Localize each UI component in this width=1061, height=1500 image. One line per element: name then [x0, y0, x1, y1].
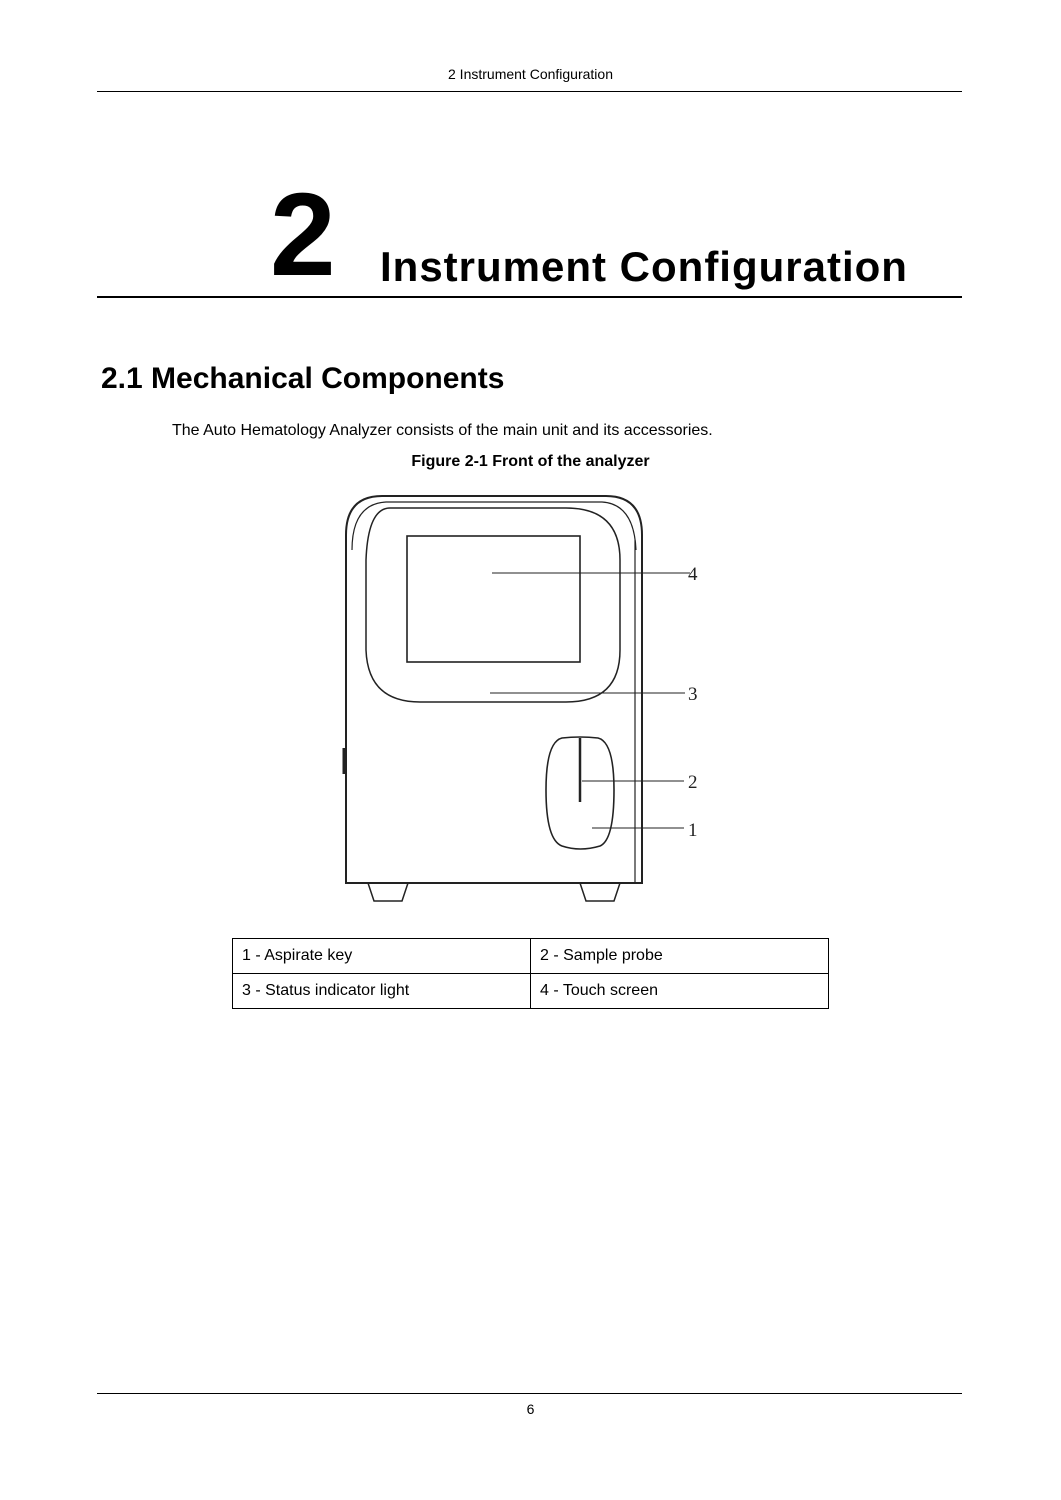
- analyzer-body-inner-edge: [352, 502, 636, 550]
- callout-label-2: 2: [688, 772, 698, 793]
- table-row: [233, 974, 829, 1009]
- analyzer-front-figure: [330, 490, 720, 910]
- table-row: [233, 939, 829, 974]
- callout-label-3: 3: [688, 684, 698, 705]
- chapter-title: Instrument Configuration: [380, 243, 908, 290]
- footer-rule: [97, 1393, 962, 1394]
- callout-label-4: 4: [688, 564, 698, 585]
- legend-cell-aspirate-key: 1 - Aspirate key: [233, 939, 531, 974]
- left-foot: [368, 883, 408, 901]
- screen-bezel: [366, 508, 620, 702]
- legend-cell-sample-probe: 2 - Sample probe: [531, 939, 829, 974]
- page-number: 6: [526, 1401, 535, 1417]
- legend-cell-status-indicator-light: 3 - Status indicator light: [233, 974, 531, 1009]
- legend-cell-touch-screen: 4 - Touch screen: [531, 974, 829, 1009]
- section-heading: 2.1 Mechanical Components: [101, 362, 505, 395]
- running-header: 2 Instrument Configuration: [448, 66, 613, 82]
- callout-label-1: 1: [688, 820, 698, 841]
- chapter-rule: [97, 296, 962, 298]
- right-foot: [580, 883, 620, 901]
- touch-screen: [407, 536, 580, 662]
- analyzer-body-outline: [346, 496, 642, 883]
- legend-table: [232, 938, 829, 1009]
- chapter-number: 2: [270, 169, 336, 301]
- header-rule: [97, 91, 962, 92]
- figure-caption: Figure 2-1 Front of the analyzer: [411, 453, 650, 470]
- body-paragraph: The Auto Hematology Analyzer consists of the main unit and its accessories.: [172, 422, 713, 439]
